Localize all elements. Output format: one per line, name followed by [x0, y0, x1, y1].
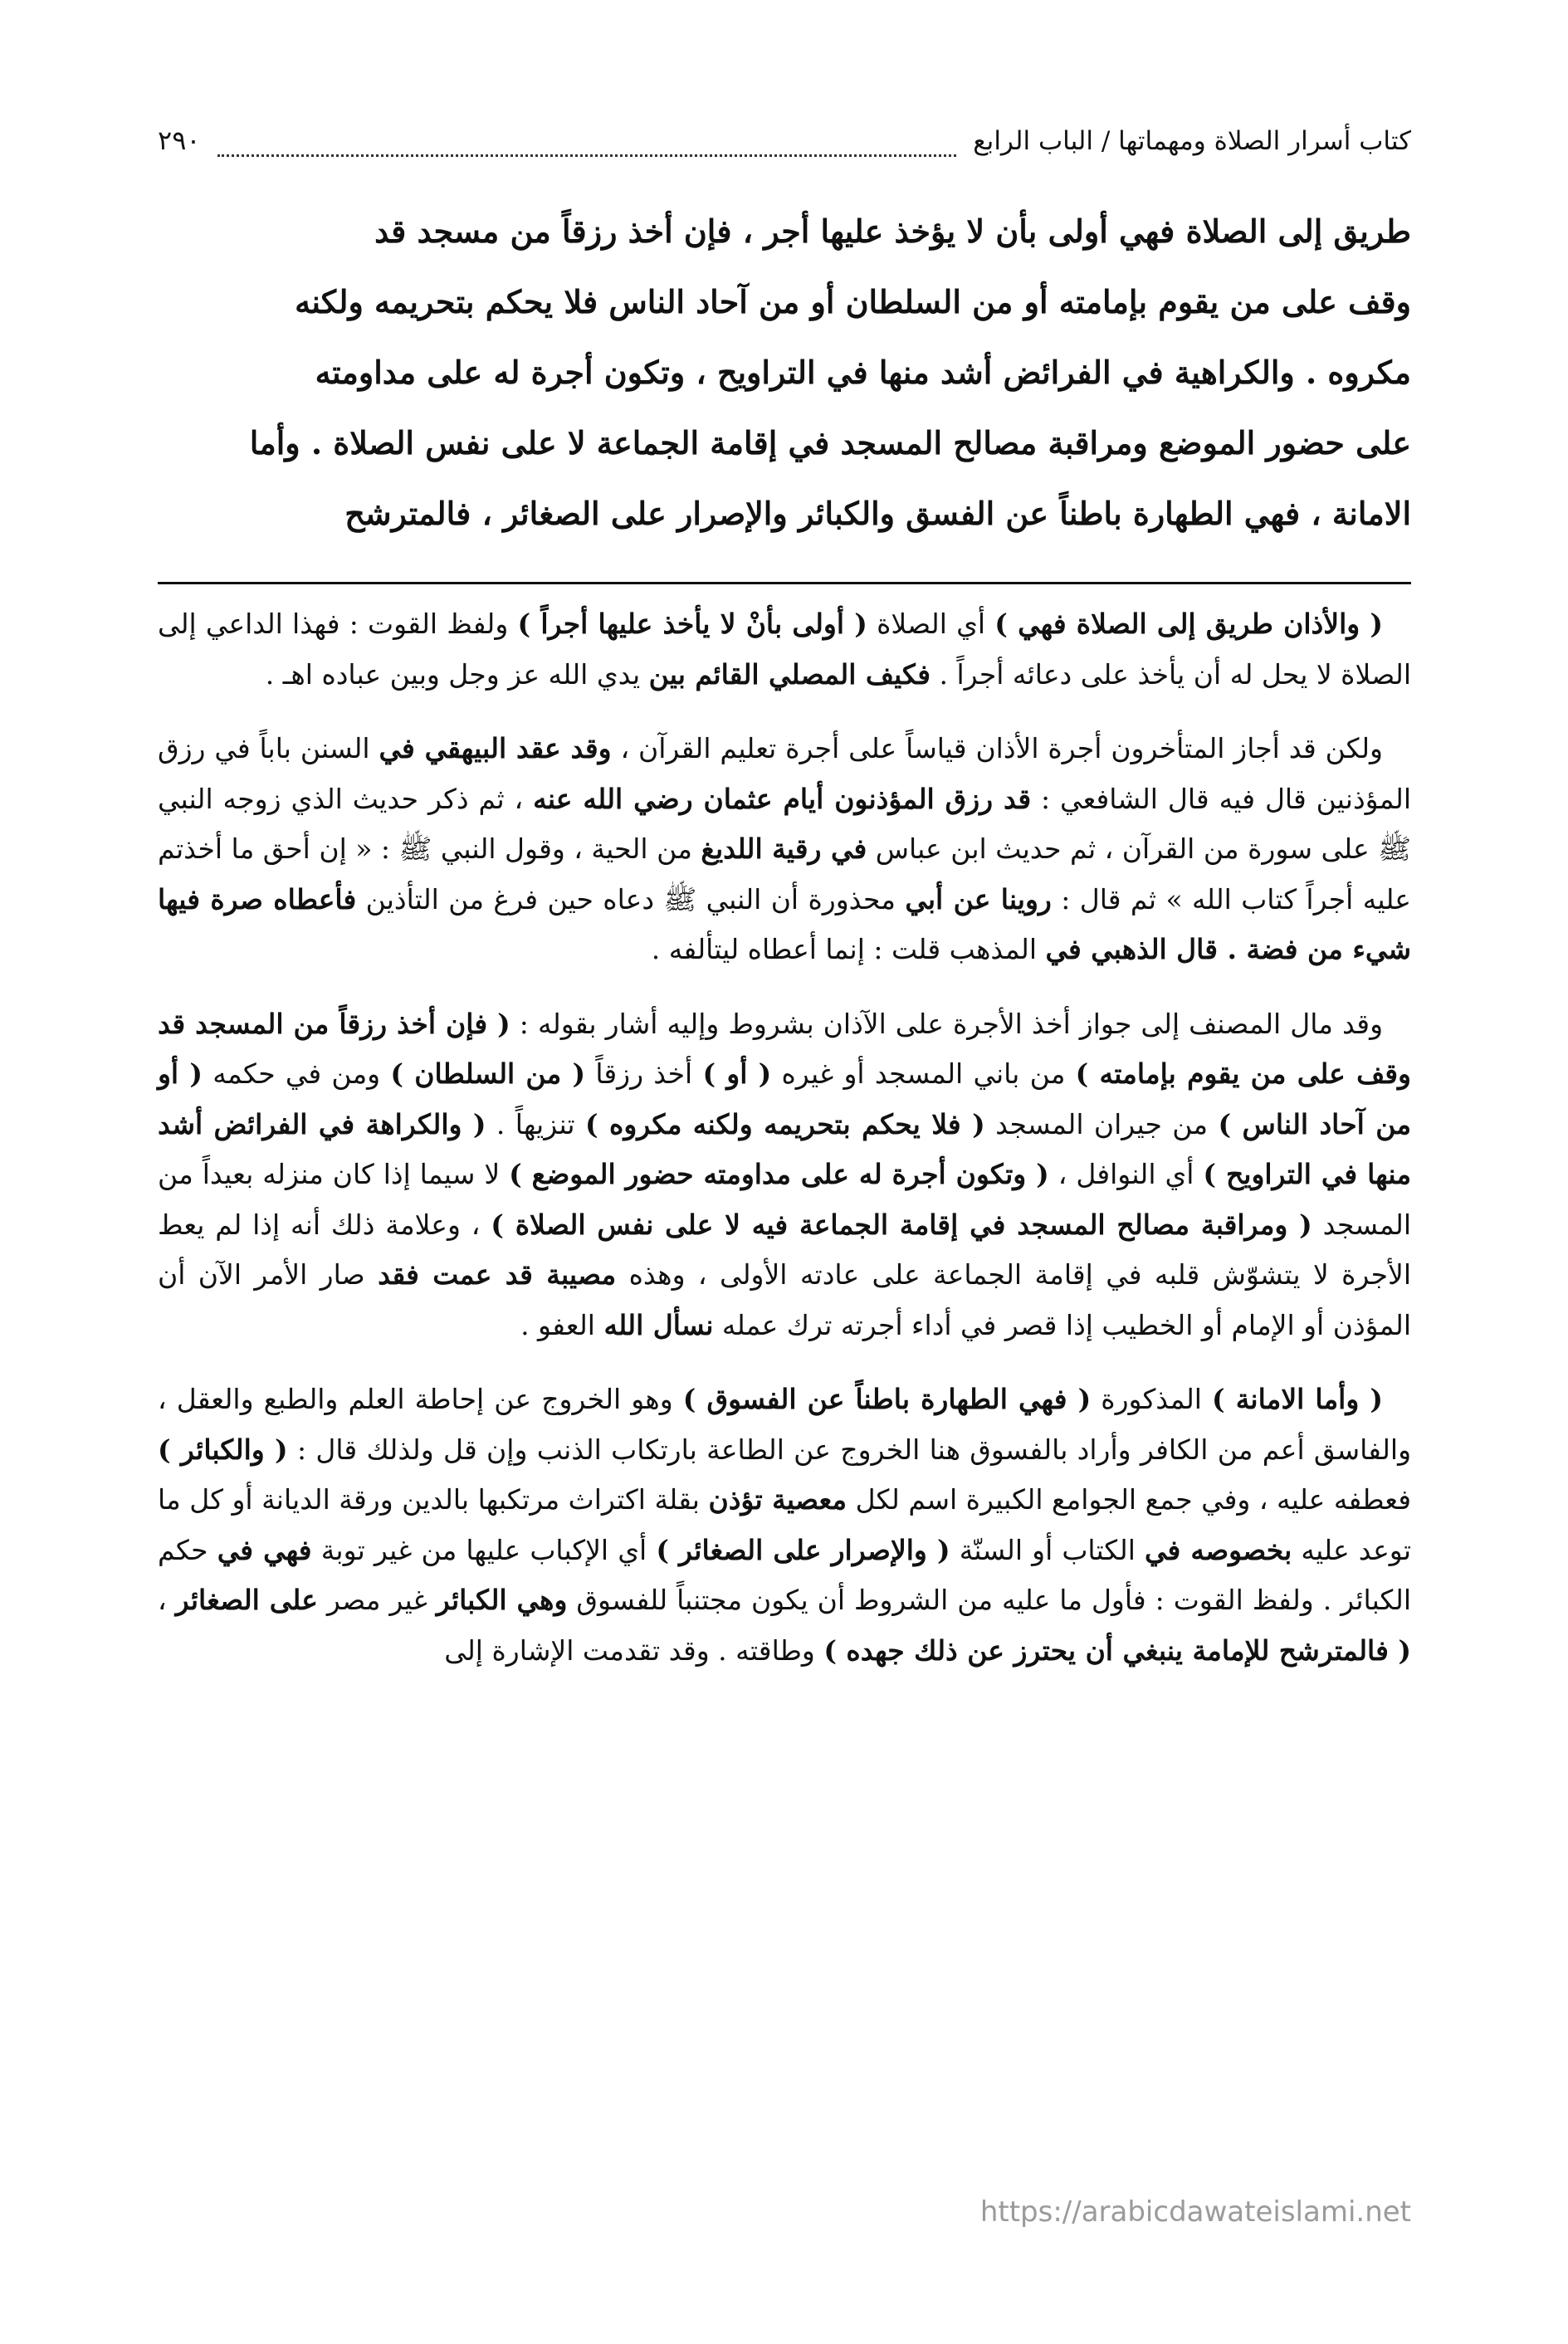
quoted-matn-text: فهي في [217, 1533, 312, 1566]
sharh-text: المذهب قلت : إنما أعطاه ليتألفه . [651, 933, 1046, 965]
main-text-line: مكروه . والكراهية في الفرائض أشد منها في التراويح ، وتكون أجرة له على مداومته [315, 354, 1411, 391]
commentary-paragraph [158, 599, 1411, 700]
sharh-text: محذورة أن النبي ﷺ دعاه حين فرغ من التأذين [356, 882, 906, 916]
sharh-text: صار الأمر الآن أن المؤذن أو الإمام أو الخطيب إذا قصر في أداء أجرته ترك عمله [158, 1258, 1411, 1341]
sharh-text: الكتاب أو السنّة [950, 1533, 1145, 1566]
page-number: ٢٩٠ [158, 125, 201, 156]
running-title: كتاب أسرار الصلاة ومهماتها / الباب الرابع [973, 126, 1411, 156]
commentary-paragraph [158, 999, 1411, 1351]
quoted-matn-text: ( فإن أخذ رزقاً من المسجد قد وقف على من يقوم بإمامته ) [158, 1007, 1411, 1090]
sharh-text: المذكورة [1091, 1383, 1213, 1415]
main-text-line: طريق إلى الصلاة فهي أولى بأن لا يؤخذ عليها أجر ، فإن أخذ رزقاً من مسجد قد [374, 212, 1411, 250]
sharh-text: يدي الله عز وجل وبين عباده اهـ . [265, 657, 649, 691]
sharh-text: ، ثم ذكر حديث الذي زوجه النبي ﷺ على سورة من القرآن ، ثم حديث ابن عباس [158, 782, 1412, 865]
sharh-text: لا سيما إذا كان منزله بعيداً من المسجد [158, 1158, 1411, 1241]
quoted-matn-text: ( فالمترشح للإمامة ينبغي أن يحترز عن ذلك جهده ) [823, 1633, 1411, 1667]
sharh-text: من الحية ، وقول النبي ﷺ : « إن أحق ما أخذتم عليه أجراً كتاب الله » ثم قال : [158, 833, 1411, 916]
quoted-matn-text: مصيبة قد عمت فقد [378, 1258, 617, 1291]
sharh-text: حكم الكبائر . ولفظ القوت : فأول ما عليه من الشروط أن يكون مجتنباً للفسوق [158, 1533, 1412, 1616]
sharh-text: ، [158, 1584, 176, 1616]
quoted-matn-text: ( من السلطان ) [390, 1057, 586, 1090]
separator-rule [158, 582, 1411, 584]
sharh-text: فعطفه عليه ، وفي جمع الجوامع الكبيرة اسم لكل [847, 1483, 1411, 1516]
running-header [158, 125, 1411, 174]
sharh-text: أي النوافل ، [1048, 1158, 1204, 1190]
quoted-matn-text: روينا عن أبي [905, 882, 1052, 916]
quoted-matn-text: قد رزق المؤذنون أيام عثمان رضي الله عنه [533, 782, 1032, 815]
sharh-text: غير مصر [317, 1584, 437, 1616]
quoted-matn-text: نسأل الله [603, 1308, 714, 1341]
quoted-matn-text: ( أولى بأنْ لا يأخذ عليها أجراً ) [517, 608, 867, 640]
quoted-matn-text: وهي الكبائر [436, 1584, 568, 1616]
sharh-text: تنزيهاً . [486, 1107, 586, 1140]
quoted-matn-text: وقد عقد البيهقي في [379, 732, 612, 764]
sharh-text: السنن باباً في رزق المؤذنين قال فيه قال الشافعي : [158, 732, 1411, 815]
quoted-matn-text: على الصغائر [175, 1584, 318, 1616]
quoted-matn-text: ( والكراهة في الفرائض أشد منها في التراويح ) [158, 1107, 1412, 1190]
quoted-matn-text: بخصوصه في [1145, 1533, 1292, 1566]
sharh-text: وطاقته . وقد تقدمت الإشارة إلى [444, 1633, 824, 1667]
sharh-text: ولكن قد أجاز المتأخرون أجرة الأذان قياساً على أجرة تعليم القرآن ، [611, 732, 1383, 764]
sharh-text: من جيران المسجد [984, 1107, 1219, 1140]
sharh-text: أي الصلاة [867, 608, 995, 640]
commentary-block [158, 599, 1411, 1676]
quoted-matn-text: فأعطاه صرة فيها شيء من فضة . قال الذهبي في [158, 882, 1411, 965]
quoted-matn-text: ( ومراقبة مصالح المسجد في إقامة الجماعة فيه لا على نفس الصلاة ) [491, 1208, 1312, 1241]
book-page [158, 125, 1411, 1700]
main-text-line: على حضور الموضع ومراقبة مصالح المسجد في إقامة الجماعة لا على نفس الصلاة . وأما [249, 424, 1411, 461]
quoted-matn-text: ( والإصرار على الصغائر ) [656, 1533, 950, 1566]
sharh-text: وقد مال المصنف إلى جواز أخذ الأجرة على الآذان بشروط وإليه أشار بقوله : [510, 1007, 1383, 1040]
main-text-line: وقف على من يقوم بإمامته أو من السلطان أو من آحاد الناس فلا يحكم بتحريمه ولكنه [295, 283, 1411, 320]
sharh-text: ولفظ القوت : فهذا الداعي إلى الصلاة لا يحل له أن يأخذ على دعائه أجراً . [158, 608, 1411, 691]
sharh-text: من باني المسجد أو غيره [771, 1057, 1076, 1090]
sharh-text: ، وعلامة ذلك أنه إذا لم يعط الأجرة لا يتشوّش قلبه في إقامة الجماعة على عادته الأولى ، وهذه [158, 1208, 1411, 1291]
quoted-matn-text: ( أو من آحاد الناس ) [158, 1057, 1412, 1140]
sharh-text: العفو . [520, 1308, 604, 1341]
sharh-text: بقلة اكتراث مرتكبها بالدين ورقة الديانة أو كل ما توعد عليه [158, 1483, 1412, 1566]
quoted-matn-text: ( أو ) [702, 1057, 772, 1090]
watermark-url: https://arabicdawateislami.net [979, 2195, 1411, 2229]
header-leader-dots [217, 143, 957, 157]
main-text-block [158, 196, 1411, 549]
sharh-text: ومن في حكمه [202, 1057, 391, 1090]
main-text-line: الامانة ، فهي الطهارة باطناً عن الفسق والكبائر والإصرار على الصغائر ، فالمترشح [344, 495, 1411, 532]
sharh-text: أي الإكباب عليها من غير توبة [311, 1533, 657, 1566]
quoted-matn-text: ( والكبائر ) [158, 1433, 288, 1466]
commentary-paragraph [158, 724, 1411, 975]
sharh-text: وهو الخروج عن إحاطة العلم والطبع والعقل ، والفاسق أعم من الكافر وأراد بالفسوق هنا الخروج عن الطاعة بارتكاب الذنب وإن قل ولذلك قال : [158, 1383, 1412, 1466]
sharh-text: أخذ رزقاً [585, 1057, 703, 1090]
quoted-matn-text: ( وأما الامانة ) [1212, 1383, 1383, 1415]
quoted-matn-text: في رقية اللديغ [701, 833, 867, 865]
commentary-paragraph [158, 1375, 1411, 1676]
quoted-matn-text: فكيف المصلي القائم بين [648, 657, 931, 691]
quoted-matn-text: ( والأذان طريق إلى الصلاة فهي ) [994, 608, 1383, 640]
quoted-matn-text: ( فهي الطهارة باطناً عن الفسوق ) [682, 1383, 1092, 1415]
quoted-matn-text: ( فلا يحكم بتحريمه ولكنه مكروه ) [585, 1107, 985, 1140]
quoted-matn-text: ( وتكون أجرة له على مداومته حضور الموضع ) [509, 1158, 1049, 1190]
quoted-matn-text: معصية تؤذن [708, 1483, 848, 1516]
